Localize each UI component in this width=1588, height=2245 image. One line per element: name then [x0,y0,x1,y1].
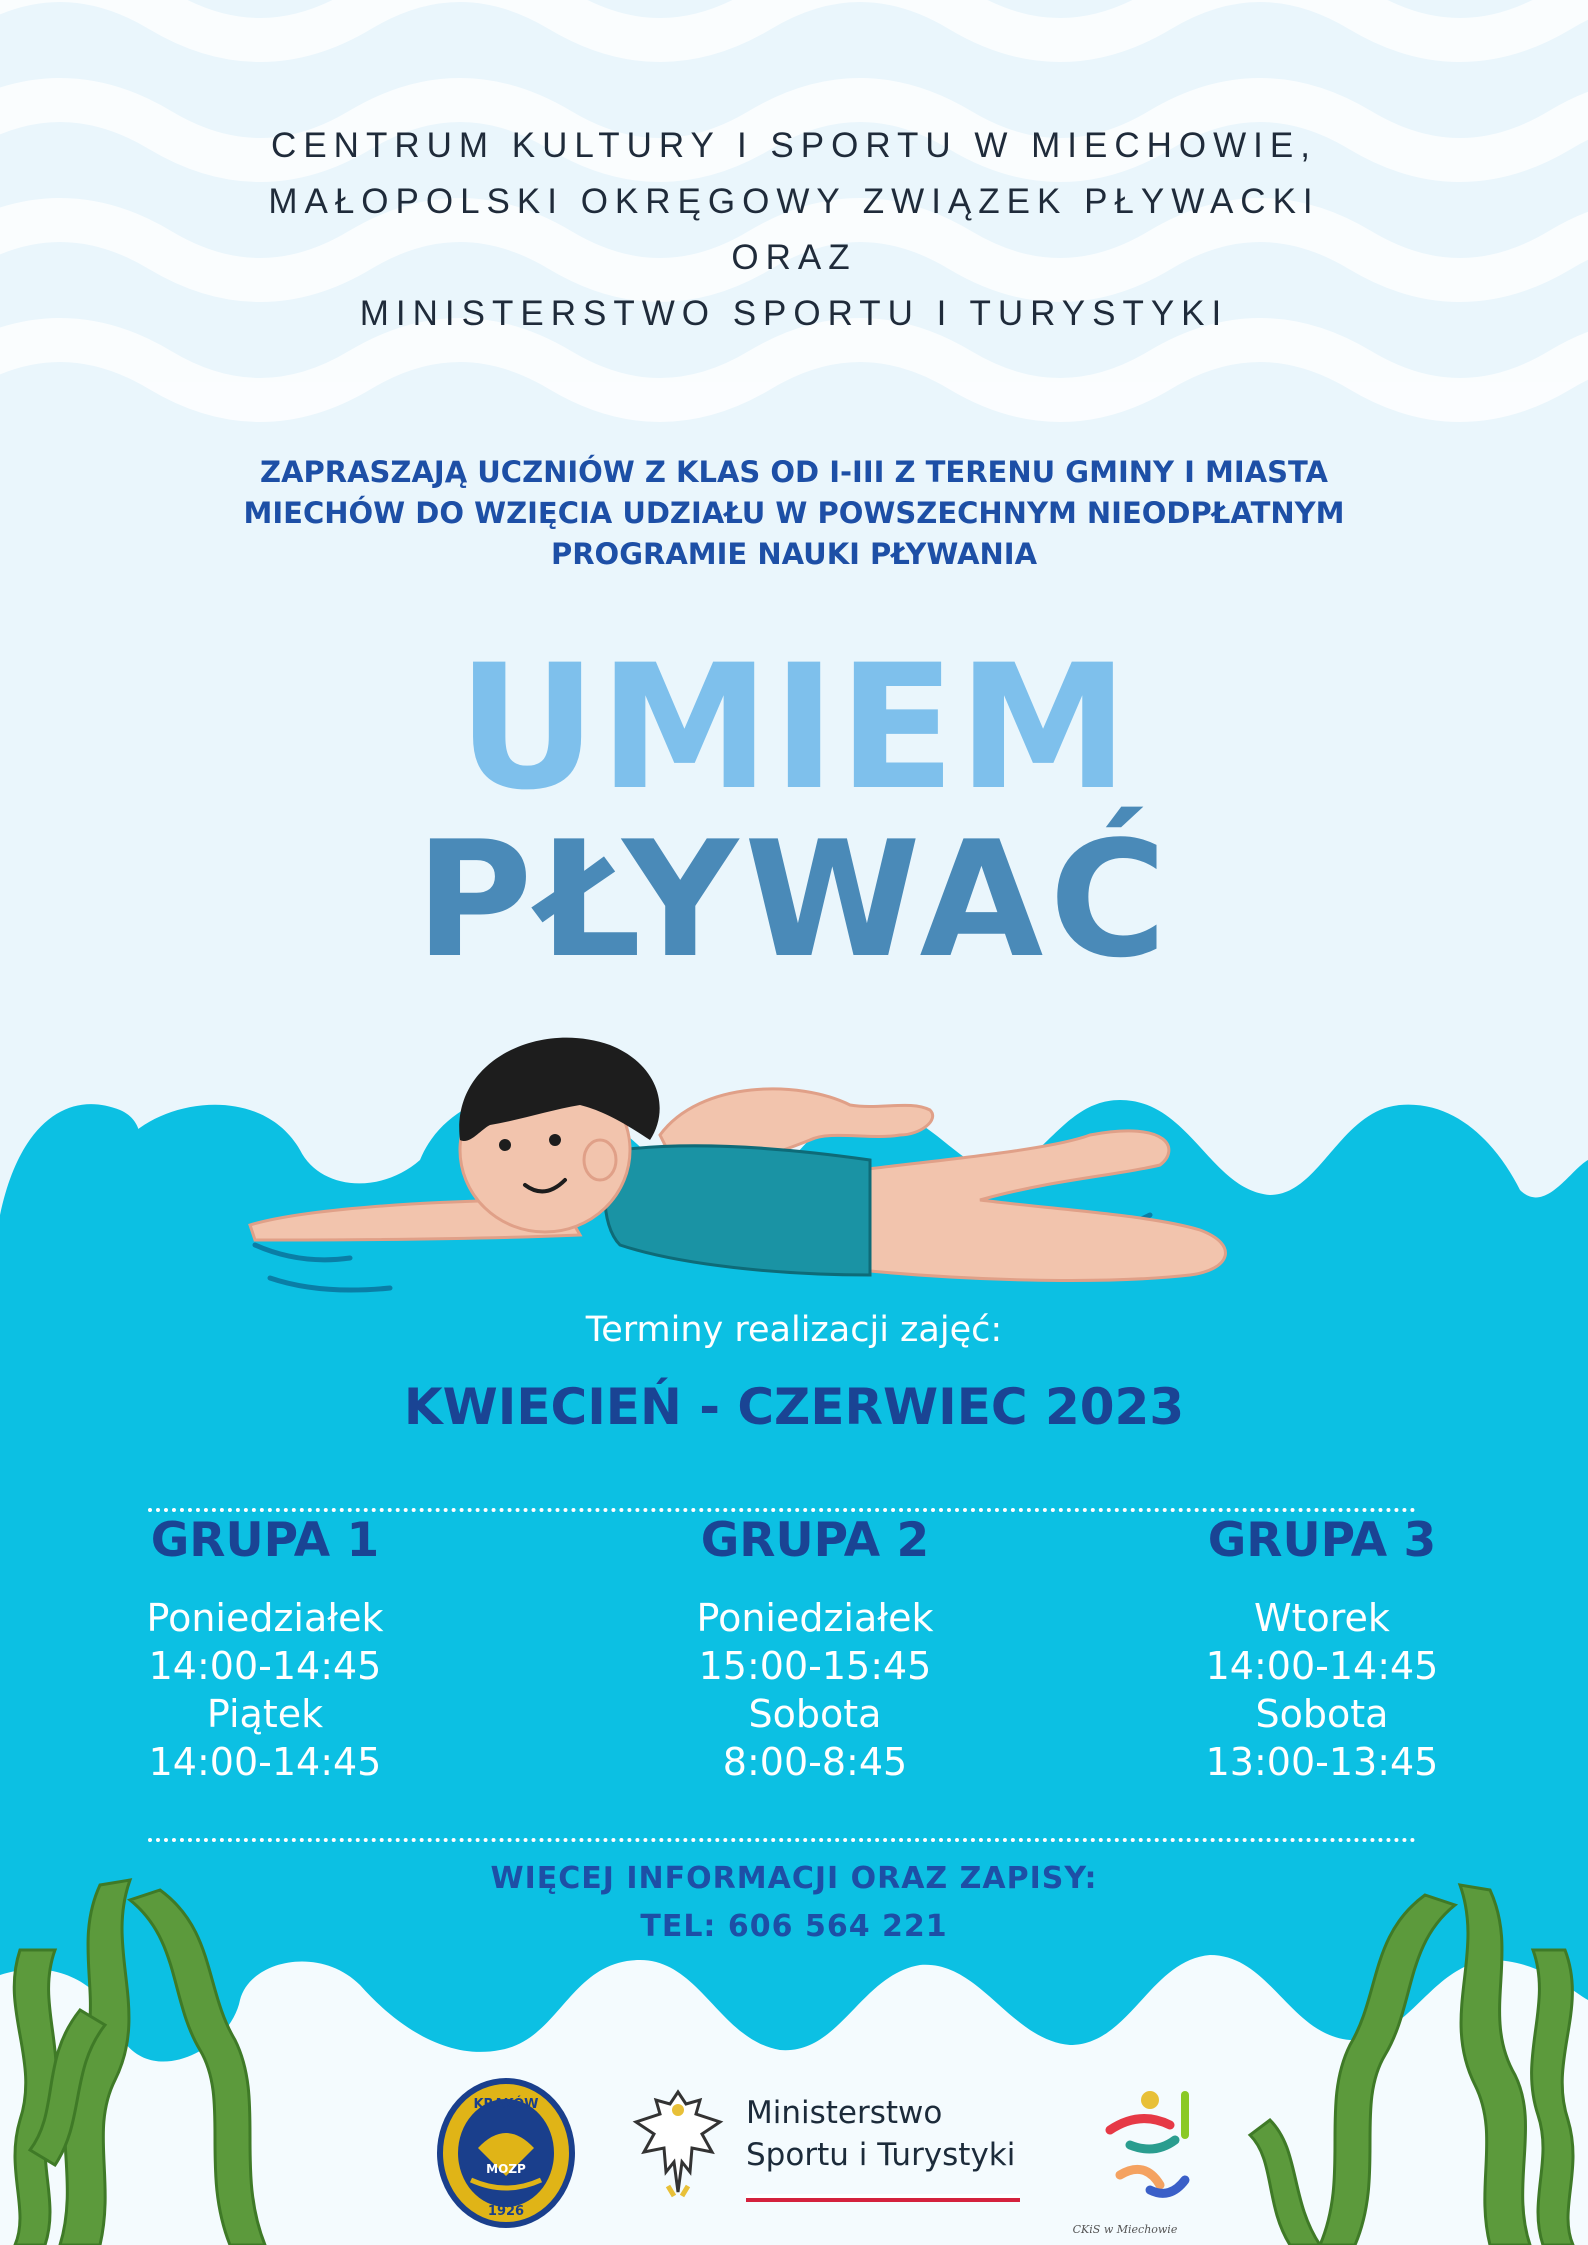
organizers-block [0,118,1588,342]
group-3-day-2: Sobota [1255,1692,1389,1736]
group-3-time-1: 14:00-14:45 [1205,1644,1439,1688]
contact-info: WIĘCEJ INFORMACJI ORAZ ZAPISY: [490,1861,1098,1896]
group-1-day-1: Poniedziałek [146,1596,384,1640]
mozp-logo [436,2078,576,2228]
group-1 [55,1512,475,1786]
schedule-period: KWIECIEŃ - CZERWIEC 2023 [403,1378,1185,1436]
group-2-time-2: 8:00-8:45 [722,1740,908,1784]
title-line-1: UMIEM [457,627,1131,828]
group-2-name: GRUPA 2 [700,1513,930,1568]
polish-flag-bar [746,2194,1020,2202]
title-line-2: PŁYWAĆ [415,806,1173,993]
invitation-block [0,452,1588,575]
group-2-day-1: Poniedziałek [696,1596,934,1640]
invitation-line-3: PROGRAMIE NAUKI PŁYWANIA [550,537,1038,571]
organizer-line-3: ORAZ [731,238,857,277]
organizer-line-2: MAŁOPOLSKI OKRĘGOWY ZWIĄZEK PŁYWACKI [268,182,1320,221]
schedule-label: Terminy realizacji zajęć: [585,1310,1003,1350]
ministry-logo-line-1: Ministerstwo [746,2095,943,2131]
ckis-logo-icon [1090,2080,1210,2220]
ministry-logo-line-2: Sportu i Turystyki [746,2137,1016,2173]
invitation-line-1: ZAPRASZAJĄ UCZNIÓW Z KLAS OD I-III Z TERENU GMINY I MIASTA [260,455,1328,489]
group-3-day-1: Wtorek [1254,1596,1390,1640]
ckis-logo-caption: CKiS w Miechowie [1072,2223,1178,2236]
group-2 [605,1512,1025,1786]
divider-bottom [148,1838,1416,1842]
group-2-time-1: 15:00-15:45 [698,1644,932,1688]
group-1-time-1: 14:00-14:45 [148,1644,382,1688]
invitation-line-2: MIECHÓW DO WZIĘCIA UDZIAŁU W POWSZECHNYM NIEODPŁATNYM [243,496,1345,530]
contact-phone: TEL: 606 564 221 [640,1909,948,1944]
group-3-name: GRUPA 3 [1207,1513,1437,1568]
organizer-line-4: MINISTERSTWO SPORTU I TURYSTYKI [359,294,1229,333]
mozp-logo-year-text: 1926 [487,2204,525,2219]
mozp-logo-mid-text: MOZP [486,2162,526,2176]
ministry-logo-text [746,2092,1015,2176]
polish-eagle-emblem-icon [628,2082,728,2202]
mozp-logo-top-text: KRAKÓW [473,2097,539,2112]
organizer-line-1: CENTRUM KULTURY I SPORTU W MIECHOWIE, [271,126,1317,165]
group-2-day-2: Sobota [748,1692,882,1736]
group-3-time-2: 13:00-13:45 [1205,1740,1439,1784]
group-1-name: GRUPA 1 [150,1513,380,1568]
group-1-time-2: 14:00-14:45 [148,1740,382,1784]
group-1-day-2: Piątek [206,1692,324,1736]
group-3 [1112,1512,1532,1786]
